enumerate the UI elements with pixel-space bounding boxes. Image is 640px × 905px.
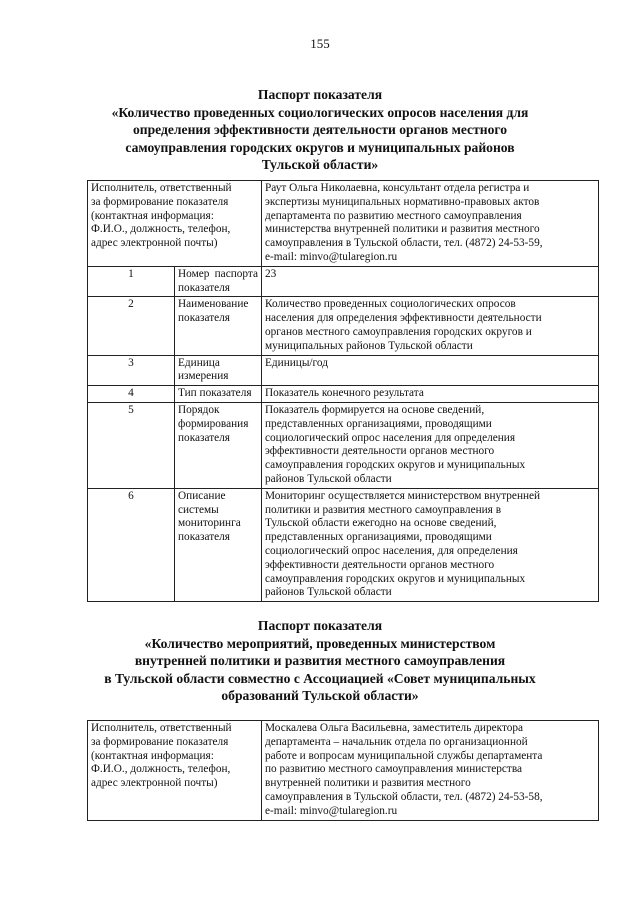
table-row [88, 297, 599, 355]
table-row [88, 355, 599, 386]
row-number: 6 [88, 488, 175, 601]
executor-label: Исполнитель, ответственный за формирование показателя (контактная информация: Ф.И.О., должность, телефон, адрес электронной почты) [88, 721, 262, 821]
row-number: 1 [88, 266, 175, 297]
row-number: 5 [88, 402, 175, 488]
executor-value: Москалева Ольга Васильевна, заместитель директора департамента – начальник отдела по организационной работе и вопросам муниципальной службы департамента по развитию местного самоуправления министерства внутренней политики и развития местного самоуправления в Тульской области, тел. (4872) 24-53-58, e-mail: minvo@tularegion.ru [262, 721, 599, 821]
row-number: 4 [88, 386, 175, 403]
executor-row [88, 181, 599, 267]
row-label: Номер паспорта показателя [175, 266, 262, 297]
table-row [88, 488, 599, 601]
table-row [88, 266, 599, 297]
executor-label: Исполнитель, ответственный за формирование показателя (контактная информация: Ф.И.О., должность, телефон, адрес электронной почты) [88, 181, 262, 267]
row-label: Описание системы мониторинга показателя [175, 488, 262, 601]
row-value: Мониторинг осуществляется министерством внутренней политики и развития местного самоуправления в Тульской области ежегодно на основе сведений, представленных организациями, проводящими социологический опрос населения, для определения эффективности деятельности органов местного самоуправления городских округов и муниципальных районов Тульской области [262, 488, 599, 601]
passport-2-table [87, 720, 599, 821]
row-label: Тип показателя [175, 386, 262, 403]
row-label: Порядок формирования показателя [175, 402, 262, 488]
table-row [88, 402, 599, 488]
row-value: Количество проведенных социологических опросов населения для определения эффективности деятельности органов местного самоуправления городских округов и муниципальных районов Тульской области [262, 297, 599, 355]
row-label: Единица измерения [175, 355, 262, 386]
executor-value: Раут Ольга Николаевна, консультант отдела регистра и экспертизы муниципальных нормативно-правовых актов департамента по развитию местного самоуправления министерства внутренней политики и развития местного самоуправления в Тульской области, тел. (4872) 24-53-59, e-mail: minvo@tularegion.ru [262, 181, 599, 267]
row-number: 3 [88, 355, 175, 386]
row-number: 2 [88, 297, 175, 355]
passport-2-heading: Паспорт показателя «Количество мероприятий, проведенных министерством внутренней политики и развития местного самоуправления в Тульской области совместно с Ассоциацией «Совет муниципальных образований Тульской области» [104, 618, 536, 703]
passport-1-table [87, 180, 599, 602]
row-value: Показатель конечного результата [262, 386, 599, 403]
page-number: 155 [310, 36, 330, 51]
row-value: 23 [262, 266, 599, 297]
passport-1-heading: Паспорт показателя «Количество проведенных социологических опросов населения для определения эффективности деятельности органов местного самоуправления городских округов и муниципальных районов Тульской области» [111, 87, 529, 172]
table-row [88, 386, 599, 403]
row-label: Наименование показателя [175, 297, 262, 355]
row-value: Единицы/год [262, 355, 599, 386]
executor-row [88, 721, 599, 821]
row-value: Показатель формируется на основе сведений, представленных организациями, проводящими социологический опрос населения для определения эффективности деятельности органов местного самоуправления городских округов и муниципальных районов Тульской области [262, 402, 599, 488]
